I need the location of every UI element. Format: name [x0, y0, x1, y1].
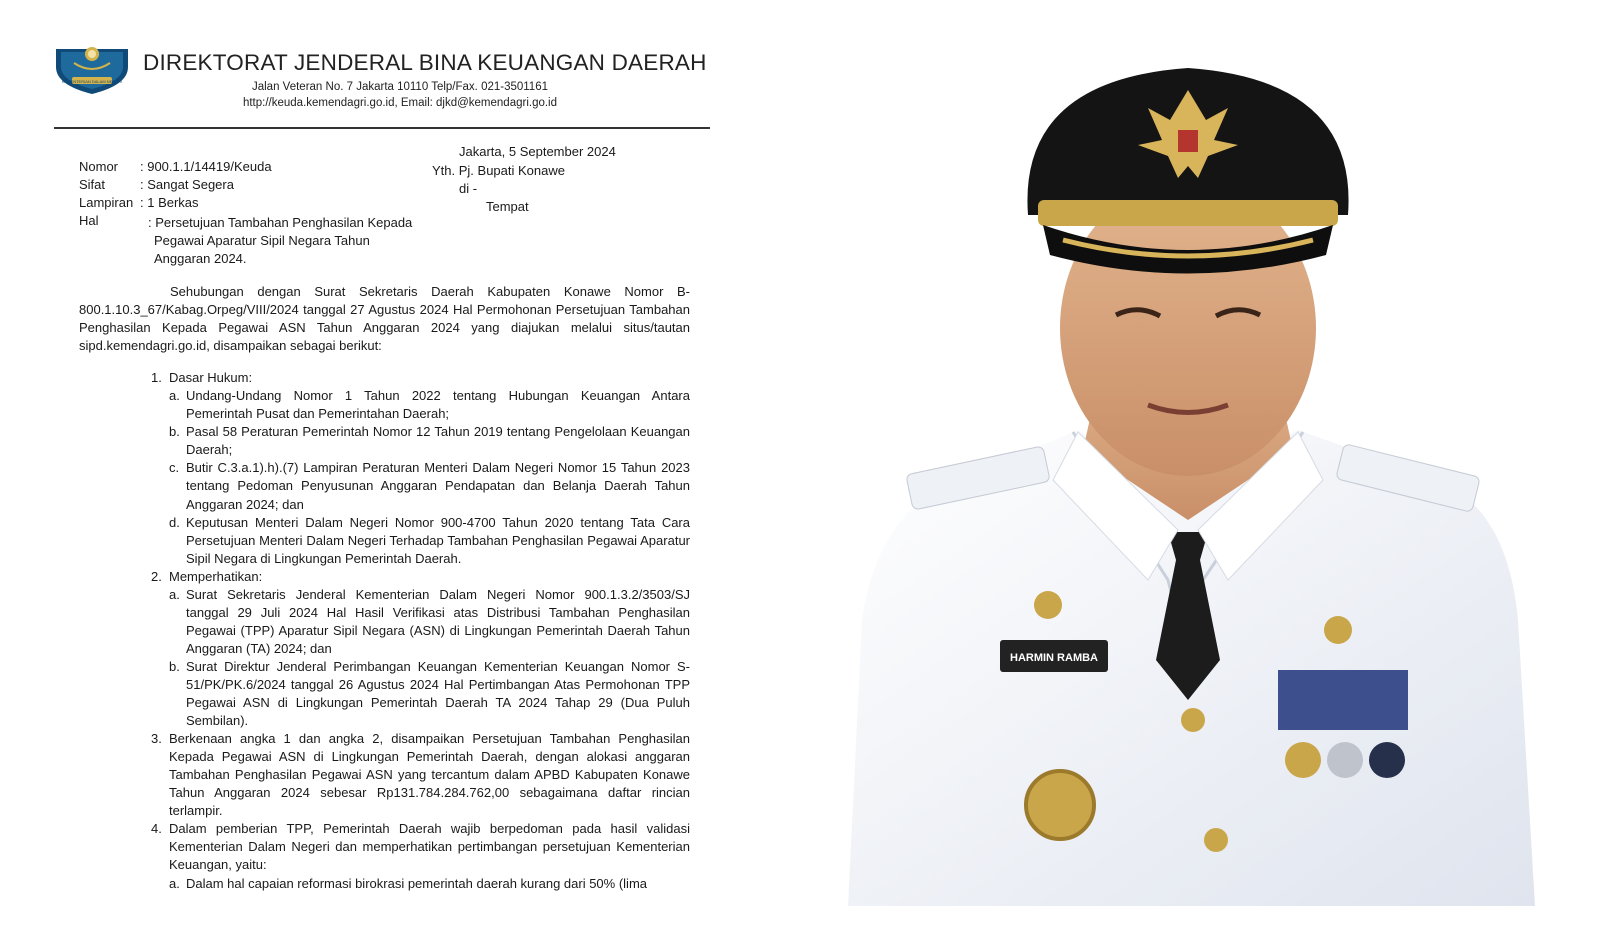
letterhead-rule	[54, 127, 710, 129]
uniform-button	[1034, 591, 1062, 619]
org-name: DIREKTORAT JENDERAL BINA KEUANGAN DAERAH	[143, 50, 707, 75]
item-number: 2.	[151, 568, 162, 584]
lampiran-value: : 1 Berkas	[140, 195, 199, 210]
uniform-button	[1204, 828, 1228, 852]
meta-sifat	[79, 177, 234, 192]
name-tag-text: HARMIN RAMBA	[1010, 652, 1098, 664]
hal-label: Hal	[79, 213, 99, 228]
sub-letter: b.	[169, 424, 180, 440]
org-address: Jalan Veteran No. 7 Jakarta 10110 Telp/Fax. 021-3501161	[251, 81, 548, 93]
meta-nomor	[79, 159, 272, 174]
item-text: Berkenaan angka 1 dan angka 2, disampaikan Persetujuan Tambahan Penghasilan Kepada Pegawai ASN di Lingkungan Pemerintah Daerah, dengan alokasi anggaran Tambahan Penghasilan Pegawai ASN yang tercantum dalam APBD Kabupaten Konawe Tahun Anggaran 2024 sebesar Rp131.784.284.762,00 sebagaimana daftar rincian terlampir.	[169, 731, 690, 819]
sub-text: Pasal 58 Peraturan Pemerintah Nomor 12 Tahun 2019 tentang Pengelolaan Keuangan Daerah;	[186, 424, 690, 458]
uniform-button	[1181, 708, 1205, 732]
cap-gold-band	[1038, 200, 1338, 226]
sub-text: Dalam hal capaian reformasi birokrasi pemerintah daerah kurang dari 50% (lima	[186, 875, 647, 891]
official-letter	[0, 0, 740, 949]
chest-badge	[1026, 771, 1094, 839]
sub-letter: a.	[169, 875, 180, 891]
item-number: 3.	[151, 731, 162, 747]
sub-item-1c	[79, 459, 690, 513]
letter-date: Jakarta, 5 September 2024	[459, 144, 616, 159]
meta-lampiran	[79, 195, 199, 210]
recipient-tempat: Tempat	[486, 199, 529, 214]
hal-line-2: Pegawai Aparatur Sipil Negara Tahun	[154, 233, 370, 248]
sub-letter: a.	[169, 388, 180, 404]
sub-text: Keputusan Menteri Dalam Negeri Nomor 900-4700 Tahun 2020 tentang Tata Cara Persetujuan Menteri Dalam Negeri Terhadap Tambahan Penghasilan Pegawai Aparatur Sipil Negara di Lingkungan Pemerintah Daerah.	[186, 514, 690, 566]
intro-paragraph: Sehubungan dengan Surat Sekretaris Daerah Kabupaten Konawe Nomor B-800.1.10.3_67/Kabag.Orpeg/VIII/2024 tanggal 27 Agustus 2024 Hal Permohonan Persetujuan Tambahan Penghasilan Kepada Pegawai ASN Tahun Anggaran 2024 yang diajukan melalui situs/tautan sipd.kemendagri.go.id, disampaikan sebagai berikut:	[79, 284, 690, 354]
sub-item-4a	[79, 875, 690, 893]
uniform-button	[1324, 616, 1352, 644]
sub-text: Undang-Undang Nomor 1 Tahun 2022 tentang Hubungan Keuangan Antara Pemerintah Pusat dan Pemerintahan Daerah;	[186, 388, 690, 422]
item-number: 4.	[151, 821, 162, 837]
medal	[1369, 742, 1405, 778]
sub-text: Surat Sekretaris Jenderal Kementerian Dalam Negeri Nomor 900.1.3.2/3503/SJ tanggal 29 Juli 2024 Hal Hasil Verifikasi atas Distribusi Tambahan Penghasilan Pegawai (TPP) Aparatur Sipil Negara (ASN) di Lingkungan Pemerintah Daerah Tahun Anggaran (TA) 2024; dan	[186, 586, 690, 656]
logo-text: KEMENTERIAN DALAM NEGERI	[61, 78, 123, 84]
recipient-di: di -	[459, 181, 478, 196]
nomor-label: Nomor	[79, 159, 119, 174]
hal-line-1: : Persetujuan Tambahan Penghasilan Kepada	[148, 215, 413, 230]
item-text: Dalam pemberian TPP, Pemerintah Daerah wajib berpedoman pada hasil validasi Kementerian Dalam Negeri dan memperhatikan pertimbangan persetujuan Kementerian Keuangan, yaitu:	[169, 821, 690, 873]
medal	[1285, 742, 1321, 778]
list-item-2	[79, 568, 690, 586]
sub-letter: c.	[169, 460, 180, 476]
org-address-block	[230, 79, 570, 111]
sub-letter: a.	[169, 586, 180, 602]
sub-text: Surat Direktur Jenderal Perimbangan Keuangan Kementerian Keuangan Nomor S-51/PK/PK.6/2024 tanggal 26 Agustus 2024 Hal Pertimbangan Atas Permohonan TPP Pegawai ASN di Lingkungan Pemerintah Daerah TA 2024 Tahap 29 (Dua Puluh Sembilan).	[186, 658, 690, 729]
sub-letter: d.	[169, 514, 180, 530]
list-item-1	[79, 369, 690, 387]
official-portrait	[848, 60, 1535, 906]
nomor-value: : 900.1.1/14419/Keuda	[140, 159, 272, 174]
sub-item-2b	[79, 658, 690, 730]
item-text: Dasar Hukum:	[169, 370, 253, 386]
lampiran-label: Lampiran	[79, 195, 134, 210]
kemendagri-emblem-icon	[54, 45, 130, 95]
medal	[1327, 742, 1363, 778]
list-item-4	[79, 820, 690, 874]
letter-body	[79, 283, 690, 893]
item-text: Memperhatikan:	[169, 568, 263, 584]
hal-value	[148, 214, 412, 268]
sifat-label: Sifat	[79, 177, 106, 192]
meta-hal	[79, 213, 140, 228]
sub-item-1b	[79, 423, 690, 459]
sifat-value: : Sangat Segera	[140, 177, 234, 192]
hal-line-3: Anggaran 2024.	[154, 251, 247, 266]
sub-item-2a	[79, 586, 690, 658]
sub-item-1d	[79, 514, 690, 568]
org-web-email: http://keuda.kemendagri.go.id, Email: djkd@kemendagri.go.id	[242, 97, 558, 109]
sub-item-1a	[79, 387, 690, 423]
list-item-3	[79, 730, 690, 820]
recipient-block	[432, 162, 565, 216]
sub-text: Butir C.3.a.1).h).(7) Lampiran Peraturan Menteri Dalam Negeri Nomor 15 Tahun 2023 tentang Pedoman Penyusunan Anggaran Pendapatan dan Belanja Daerah Tahun Anggaran 2024; dan	[186, 460, 690, 512]
sub-letter: b.	[169, 658, 180, 674]
recipient-to: Yth. Pj. Bupati Konawe	[432, 163, 565, 178]
ribbon-bar	[1278, 670, 1408, 730]
item-number: 1.	[151, 370, 162, 386]
